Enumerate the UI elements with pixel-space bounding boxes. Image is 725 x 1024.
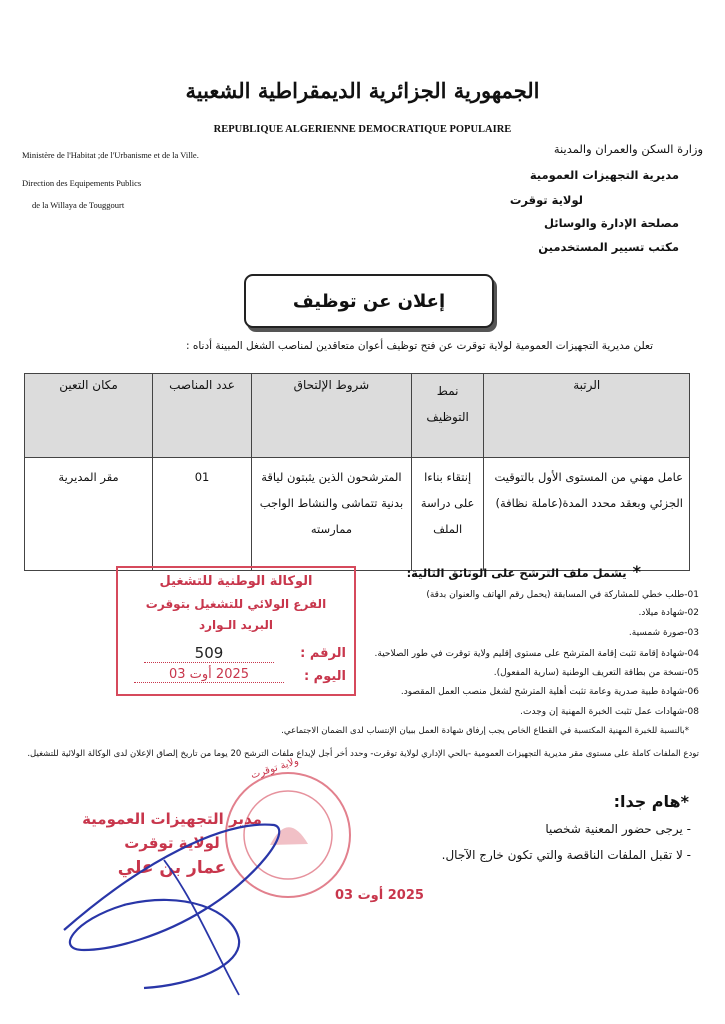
doc-item: 02-شهادة ميلاد. [638, 608, 699, 618]
important-item: - يرجى حضور المعنية شخصيا [545, 822, 691, 836]
doc-item: 06-شهادة طبية صدرية وعامة تثبت أهلية المترشح لشغل منصب العمل المقصود. [400, 687, 699, 697]
stamp-day-label: اليوم : [303, 669, 346, 684]
intro-text: تعلن مديرية التجهيزات العمومية لولاية توقرت عن فتح توظيف أعوان متعاقدين لمناصب الشغل المبينة أدناه : [185, 340, 653, 352]
agency-stamp [116, 566, 356, 696]
doc-item: 08-شهادات عمل تثبت الخبرة المهنية إن وجدت. [520, 707, 699, 717]
col-recruitment-mode: نمط التوظيف [411, 374, 484, 458]
star-icon: * [632, 562, 641, 581]
stamp-line: مدير التجهيزات العمومية [82, 810, 262, 828]
doc-item: 05-نسخة من بطاقة التعريف الوطنية (سارية المفعول). [493, 668, 699, 678]
directorate-ar: مديرية التجهيزات العمومية [529, 168, 679, 182]
jobs-table [24, 373, 690, 571]
doc-item: 04-شهادة إقامة تثبت إقامة المترشح على مستوى إقليم ولاية توقرت في طور الصلاحية. [374, 649, 699, 659]
col-conditions: شروط الإلتحاق [252, 374, 412, 458]
deposit-note: تودع الملفات كاملة على مستوى مقر مديرية التجهيزات العمومية -بالحي الإداري لولاية توقرت- وحدد أخر أجل لإيداع ملفات الترشح 20 يوما من تاريخ إلصاق الإعلان لدى الوكالة الولائية للتشغيل. [27, 749, 699, 759]
stamp-line: لولاية توقرت [124, 834, 220, 852]
wilaya-fr: de la Willaya de Touggourt [32, 200, 125, 210]
cell-rank: عامل مهني من المستوى الأول بالتوقيت الجزئي وبعقد محدد المدة(عاملة نظافة) [484, 458, 690, 571]
important-title: *هام جدا: [613, 792, 689, 811]
documents-title: *يشمل ملف الترشح على الوثائق التالية: [406, 562, 641, 581]
cell-recruitment-mode: إنتقاء بناءا على دراسة الملف [411, 458, 484, 571]
signature-icon [24, 800, 324, 1000]
stamp-line: الفرع الولائي للتشغيل بتوقرت [145, 597, 327, 611]
col-location: مكان التعين [25, 374, 153, 458]
ministry-ar: وزارة السكن والعمران والمدينة [553, 142, 703, 156]
stamp-line: البريد الـوارد [198, 618, 274, 632]
stamp-date: 2025 أوت 03 [134, 667, 284, 683]
table-row [25, 458, 690, 571]
round-seal-text: ولاية توقرت [249, 755, 301, 782]
stamp-line: عمار بن علي [117, 858, 227, 878]
service-ar: مصلحة الإدارة والوسائل [543, 216, 679, 230]
doc-item: 01-طلب خطي للمشاركة في المسابقة (يحمل رقم الهاتف والعنوان بدقة) [426, 590, 699, 600]
important-item: - لا تقبل الملفات الناقصة والتي تكون خارج الآجال. [441, 848, 691, 862]
republic-title-fr: REPUBLIQUE ALGERIENNE DEMOCRATIQUE POPULAIRE [213, 124, 512, 135]
announcement-title: إعلان عن توظيف [244, 274, 494, 328]
col-positions: عدد المناصب [153, 374, 252, 458]
ministry-fr: Ministère de l'Habitat ;de l'Urbanisme et de la Ville. [22, 150, 199, 160]
directorate-fr: Direction des Equipements Publics [22, 178, 142, 188]
cell-location: مقر المديرية [25, 458, 153, 571]
wilaya-ar: لولاية توقرت [509, 193, 583, 207]
cell-positions: 01 [153, 458, 252, 571]
stamp-number-value: 509 [144, 644, 274, 663]
republic-title-ar: الجمهورية الجزائرية الديمقراطية الشعبية [185, 78, 540, 103]
stamp-number-label: الرقم : [300, 646, 346, 661]
stamp-line: الوكالة الوطنية للتشغيل [159, 574, 313, 589]
signature-date: 2025 أوت 03 [335, 888, 424, 903]
table-header-row [25, 374, 690, 458]
cell-conditions: المترشحون الذين يثبتون لياقة بدنية تتماشى والنشاط الواجب ممارسته [252, 458, 412, 571]
office-ar: مكتب تسيير المستخدمين [538, 240, 679, 254]
col-rank: الرتبة [484, 374, 690, 458]
experience-note: *بالنسبة للخبرة المهنية المكتسبة في القطاع الخاص يجب إرفاق شهادة العمل ببيان الإنتساب لدى الضمان الاجتماعي. [281, 726, 689, 736]
doc-item: 03-صورة شمسية. [628, 628, 699, 638]
